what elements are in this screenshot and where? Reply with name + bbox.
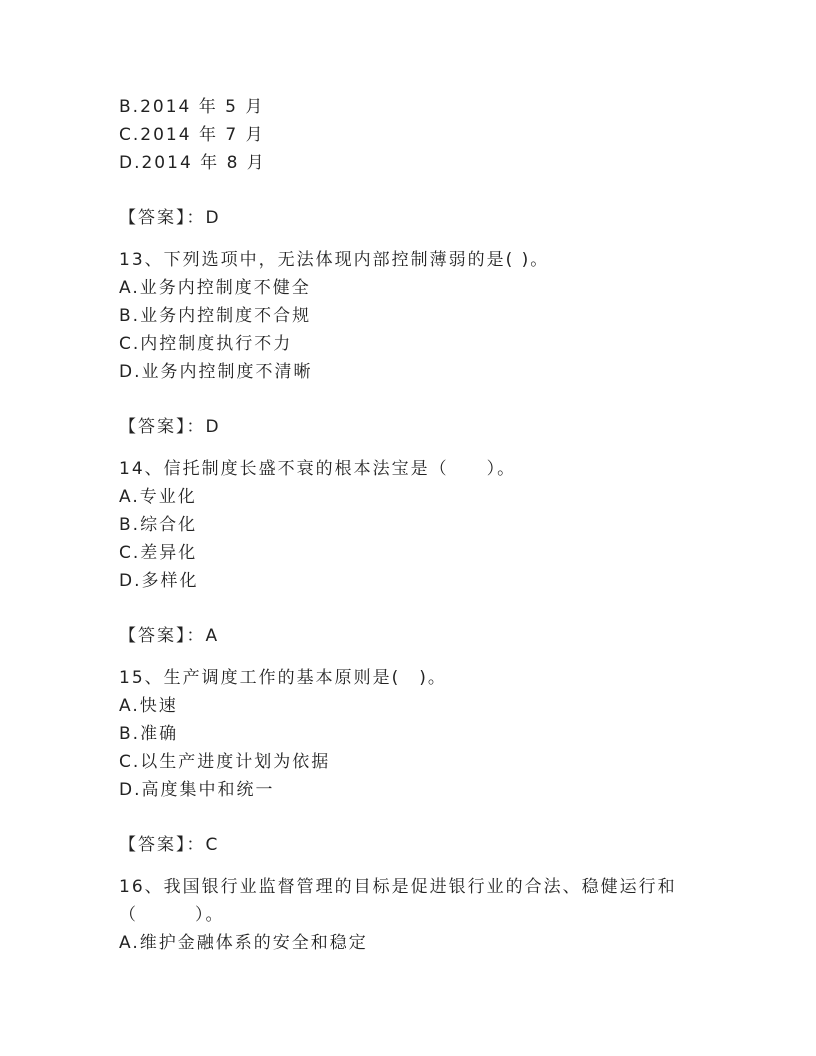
- q13-option-a: A.业务内控制度不健全: [119, 278, 311, 298]
- q13-option-c: C.内控制度执行不力: [119, 334, 293, 354]
- q14-option-d: D.多样化: [119, 571, 199, 591]
- q13-option-b: B.业务内控制度不合规: [119, 306, 312, 326]
- q12-option-c: C.2014 年 7 月: [119, 125, 265, 145]
- q13-option-d: D.业务内控制度不清晰: [119, 362, 313, 382]
- q14-answer: 【答案】：A: [119, 626, 220, 646]
- q14-question: 14、信托制度长盛不衰的根本法宝是（ ）。: [119, 459, 517, 479]
- q15-option-c: C.以生产进度计划为依据: [119, 752, 331, 772]
- q15-option-d: D.高度集中和统一: [119, 780, 275, 800]
- q14-option-a: A.专业化: [119, 487, 197, 507]
- q15-option-a: A.快速: [119, 696, 178, 716]
- q14-option-c: C.差异化: [119, 543, 198, 563]
- q13-answer: 【答案】：D: [119, 417, 221, 437]
- q16-question-continued: （ ）。: [119, 905, 225, 925]
- q15-answer: 【答案】：C: [119, 835, 220, 855]
- q12-option-d: D.2014 年 8 月: [119, 153, 266, 173]
- q12-answer: 【答案】：D: [119, 208, 221, 228]
- q16-question: 16、我国银行业监督管理的目标是促进银行业的合法、稳健运行和: [119, 877, 677, 897]
- q15-option-b: B.准确: [119, 724, 179, 744]
- q15-question: 15、生产调度工作的基本原则是( )。: [119, 668, 447, 688]
- q14-option-b: B.综合化: [119, 515, 198, 535]
- q13-question: 13、下列选项中，无法体现内部控制薄弱的是( )。: [119, 250, 550, 270]
- q16-option-a: A.维护金融体系的安全和稳定: [119, 933, 368, 953]
- q12-option-b: B.2014 年 5 月: [119, 97, 265, 117]
